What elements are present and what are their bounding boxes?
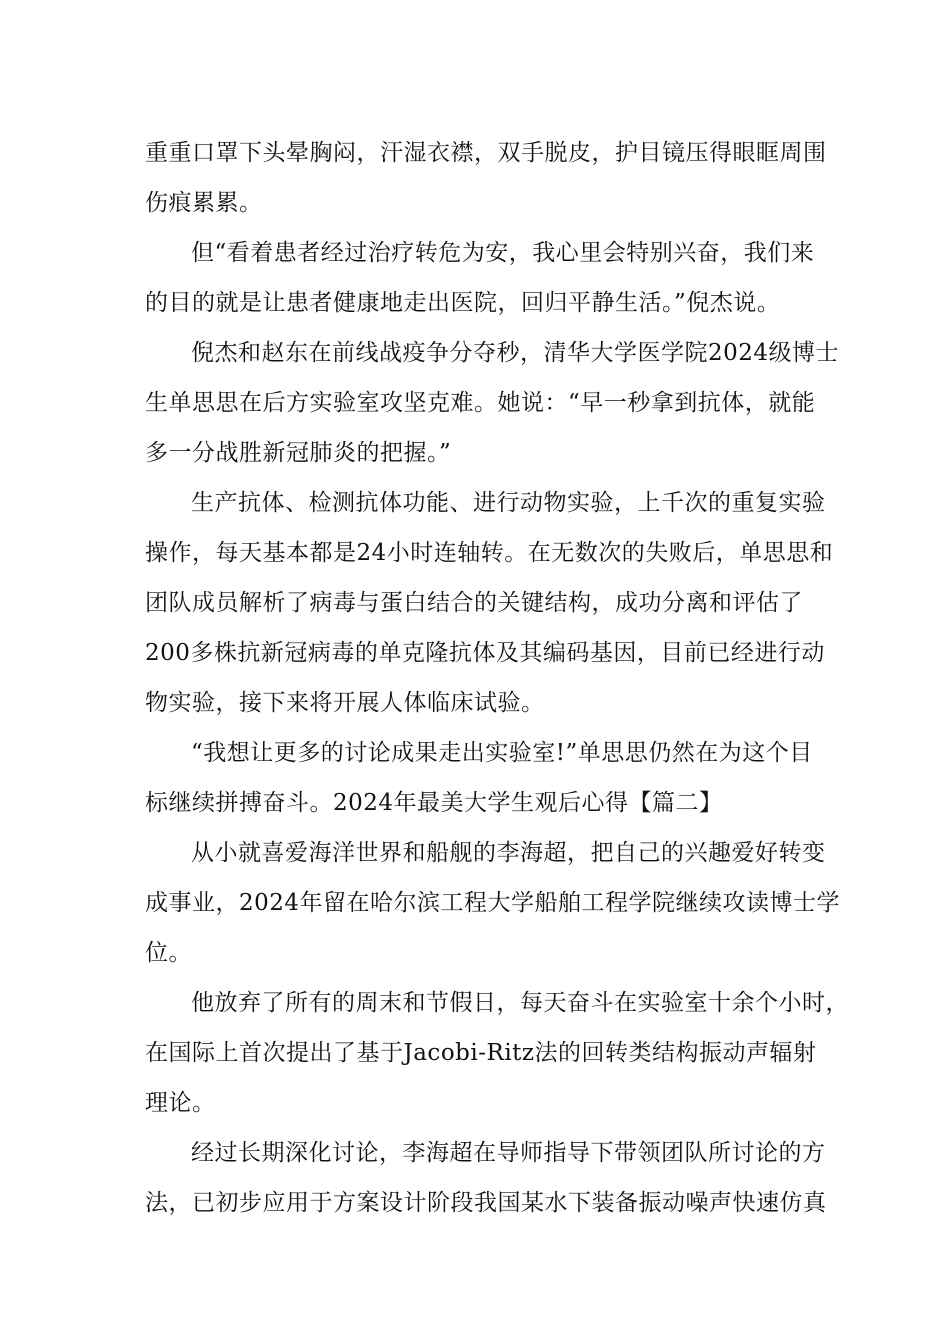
text-line: 但“看着患者经过治疗转危为安，我心里会特别兴奋，我们来 — [191, 240, 815, 266]
text-line: 在国际上首次提出了基于Jacobi-Ritz法的回转类结构振动声辐射 — [145, 1040, 817, 1066]
text-line: 物实验，接下来将开展人体临床试验。 — [145, 690, 545, 716]
text-line: 多一分战胜新冠肺炎的把握。” — [145, 440, 452, 466]
text-line: 他放弃了所有的周末和节假日，每天奋斗在实验室十余个小时， — [191, 990, 849, 1016]
text-line: 生产抗体、检测抗体功能、进行动物实验，上千次的重复实验 — [191, 490, 826, 516]
text-line: 的目的就是让患者健康地走出医院，回归平静生活。”倪杰说。 — [145, 290, 781, 316]
text-line: 团队成员解析了病毒与蛋白结合的关键结构，成功分离和评估了 — [145, 590, 803, 616]
text-line: 重重口罩下头晕胸闷，汗湿衣襟，双手脱皮，护目镜压得眼眶周围 — [145, 140, 827, 166]
text-line: 从小就喜爱海洋世界和船舰的李海超，把自己的兴趣爱好转变 — [191, 840, 826, 866]
text-line: 位。 — [145, 940, 192, 966]
text-line: 操作，每天基本都是24小时连轴转。在无数次的失败后，单思思和 — [145, 540, 834, 566]
text-line: 理论。 — [145, 1090, 216, 1116]
text-line: “我想让更多的讨论成果走出实验室!”单思思仍然在为这个目 — [191, 740, 813, 766]
text-line: 标继续拼搏奋斗。2024年最美大学生观后心得【篇二】 — [145, 790, 723, 816]
text-line: 成事业，2024年留在哈尔滨工程大学船舶工程学院继续攻读博士学 — [145, 890, 841, 916]
text-line: 伤痕累累。 — [145, 190, 263, 216]
text-line: 法，已初步应用于方案设计阶段我国某水下装备振动噪声快速仿真 — [145, 1190, 827, 1216]
body-text — [145, 128, 849, 1228]
text-line: 经过长期深化讨论，李海超在导师指导下带领团队所讨论的方 — [191, 1140, 826, 1166]
text-line: 倪杰和赵东在前线战疫争分夺秒，清华大学医学院2024级博士 — [191, 340, 840, 366]
text-line: 生单思思在后方实验室攻坚克难。她说：“早一秒拿到抗体，就能 — [145, 390, 816, 416]
text-line: 200多株抗新冠病毒的单克隆抗体及其编码基因，目前已经进行动 — [145, 640, 825, 666]
